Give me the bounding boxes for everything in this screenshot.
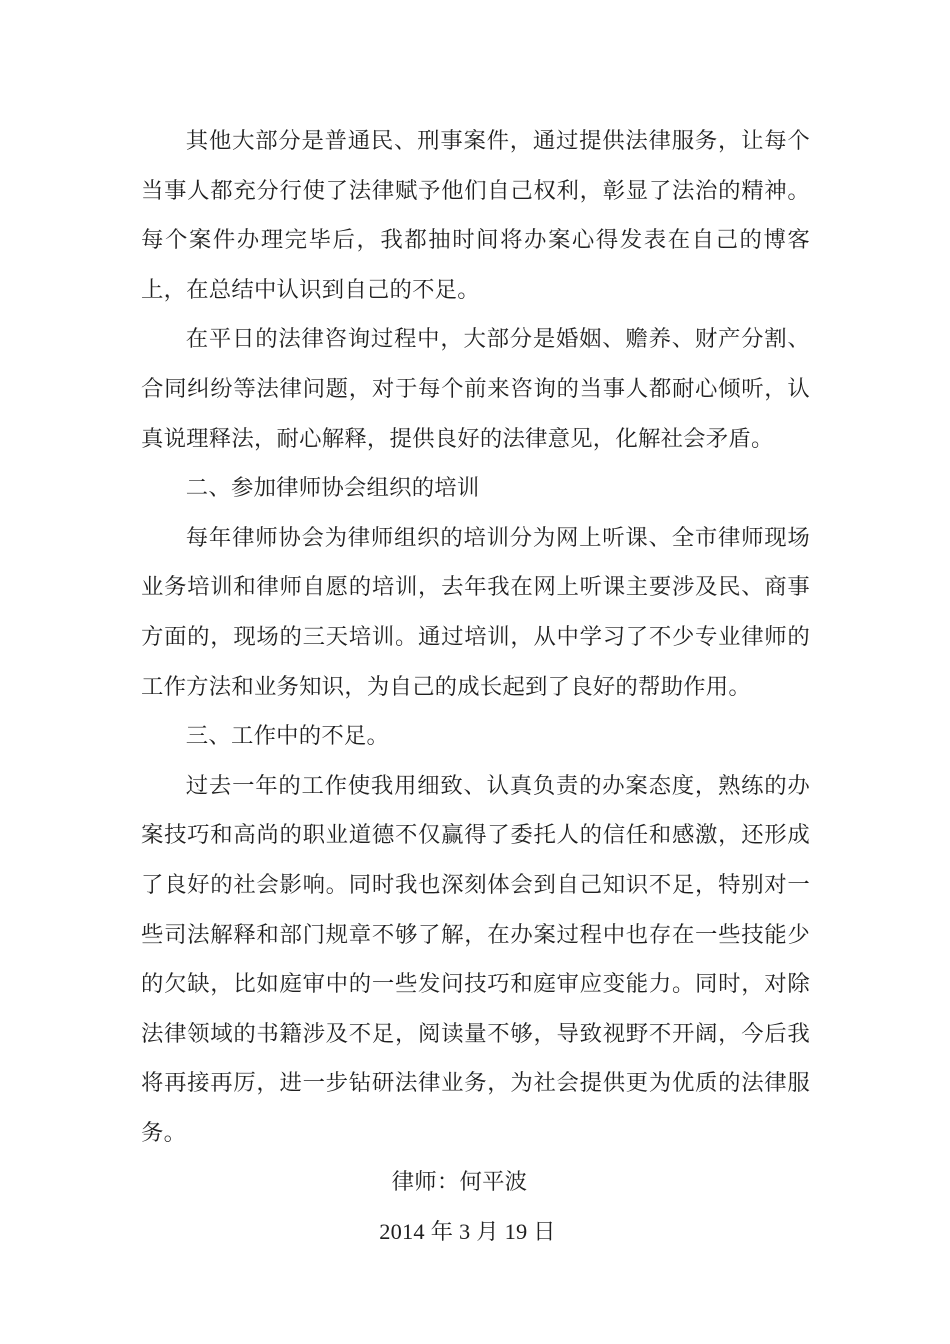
section-heading-shortcomings: 三、工作中的不足。 [185, 723, 390, 749]
signature-line: 律师：何平波 [391, 1169, 528, 1195]
date-line: 2014 年 3 月 19 日 [379, 1219, 556, 1245]
paragraph-shortcomings-detail: 过去一年的工作使我用细致、认真负责的办案态度，熟练的办案技巧和高尚的职业道德不仅赢得了委托人的信任和感激，还形成了良好的社会影响。同时我也深刻体会到自己知识不足，特别对一些司法解释和部门规章不够了解，在办案过程中也存在一些技能少的欠缺，比如庭审中的一些发问技巧和庭审应变能力。同时，对除法律领域的书籍涉及不足，阅读量不够，导致视野不开阔，今后我将再接再厉，进一步钻研法律业务，为社会提供更为优质的法律服务。 [141, 772, 810, 1145]
section-heading-training: 二、参加律师协会组织的培训 [185, 475, 480, 501]
paragraph-legal-consulting: 在平日的法律咨询过程中，大部分是婚姻、赡养、财产分割、合同纠纷等法律问题，对于每个前来咨询的当事人都耐心倾听，认真说理释法，耐心解释，提供良好的法律意见，化解社会矛盾。 [141, 326, 810, 451]
paragraph-training-detail: 每年律师协会为律师组织的培训分为网上听课、全市律师现场业务培训和律师自愿的培训，去年我在网上听课主要涉及民、商事方面的，现场的三天培训。通过培训，从中学习了不少专业律师的工作方法和业务知识，为自己的成长起到了良好的帮助作用。 [141, 524, 810, 699]
paragraph-case-handling: 其他大部分是普通民、刑事案件，通过提供法律服务，让每个当事人都充分行使了法律赋予他们自己权利，彰显了法治的精神。每个案件办理完毕后，我都抽时间将办案心得发表在自己的博客上，在总结中认识到自己的不足。 [141, 128, 810, 302]
